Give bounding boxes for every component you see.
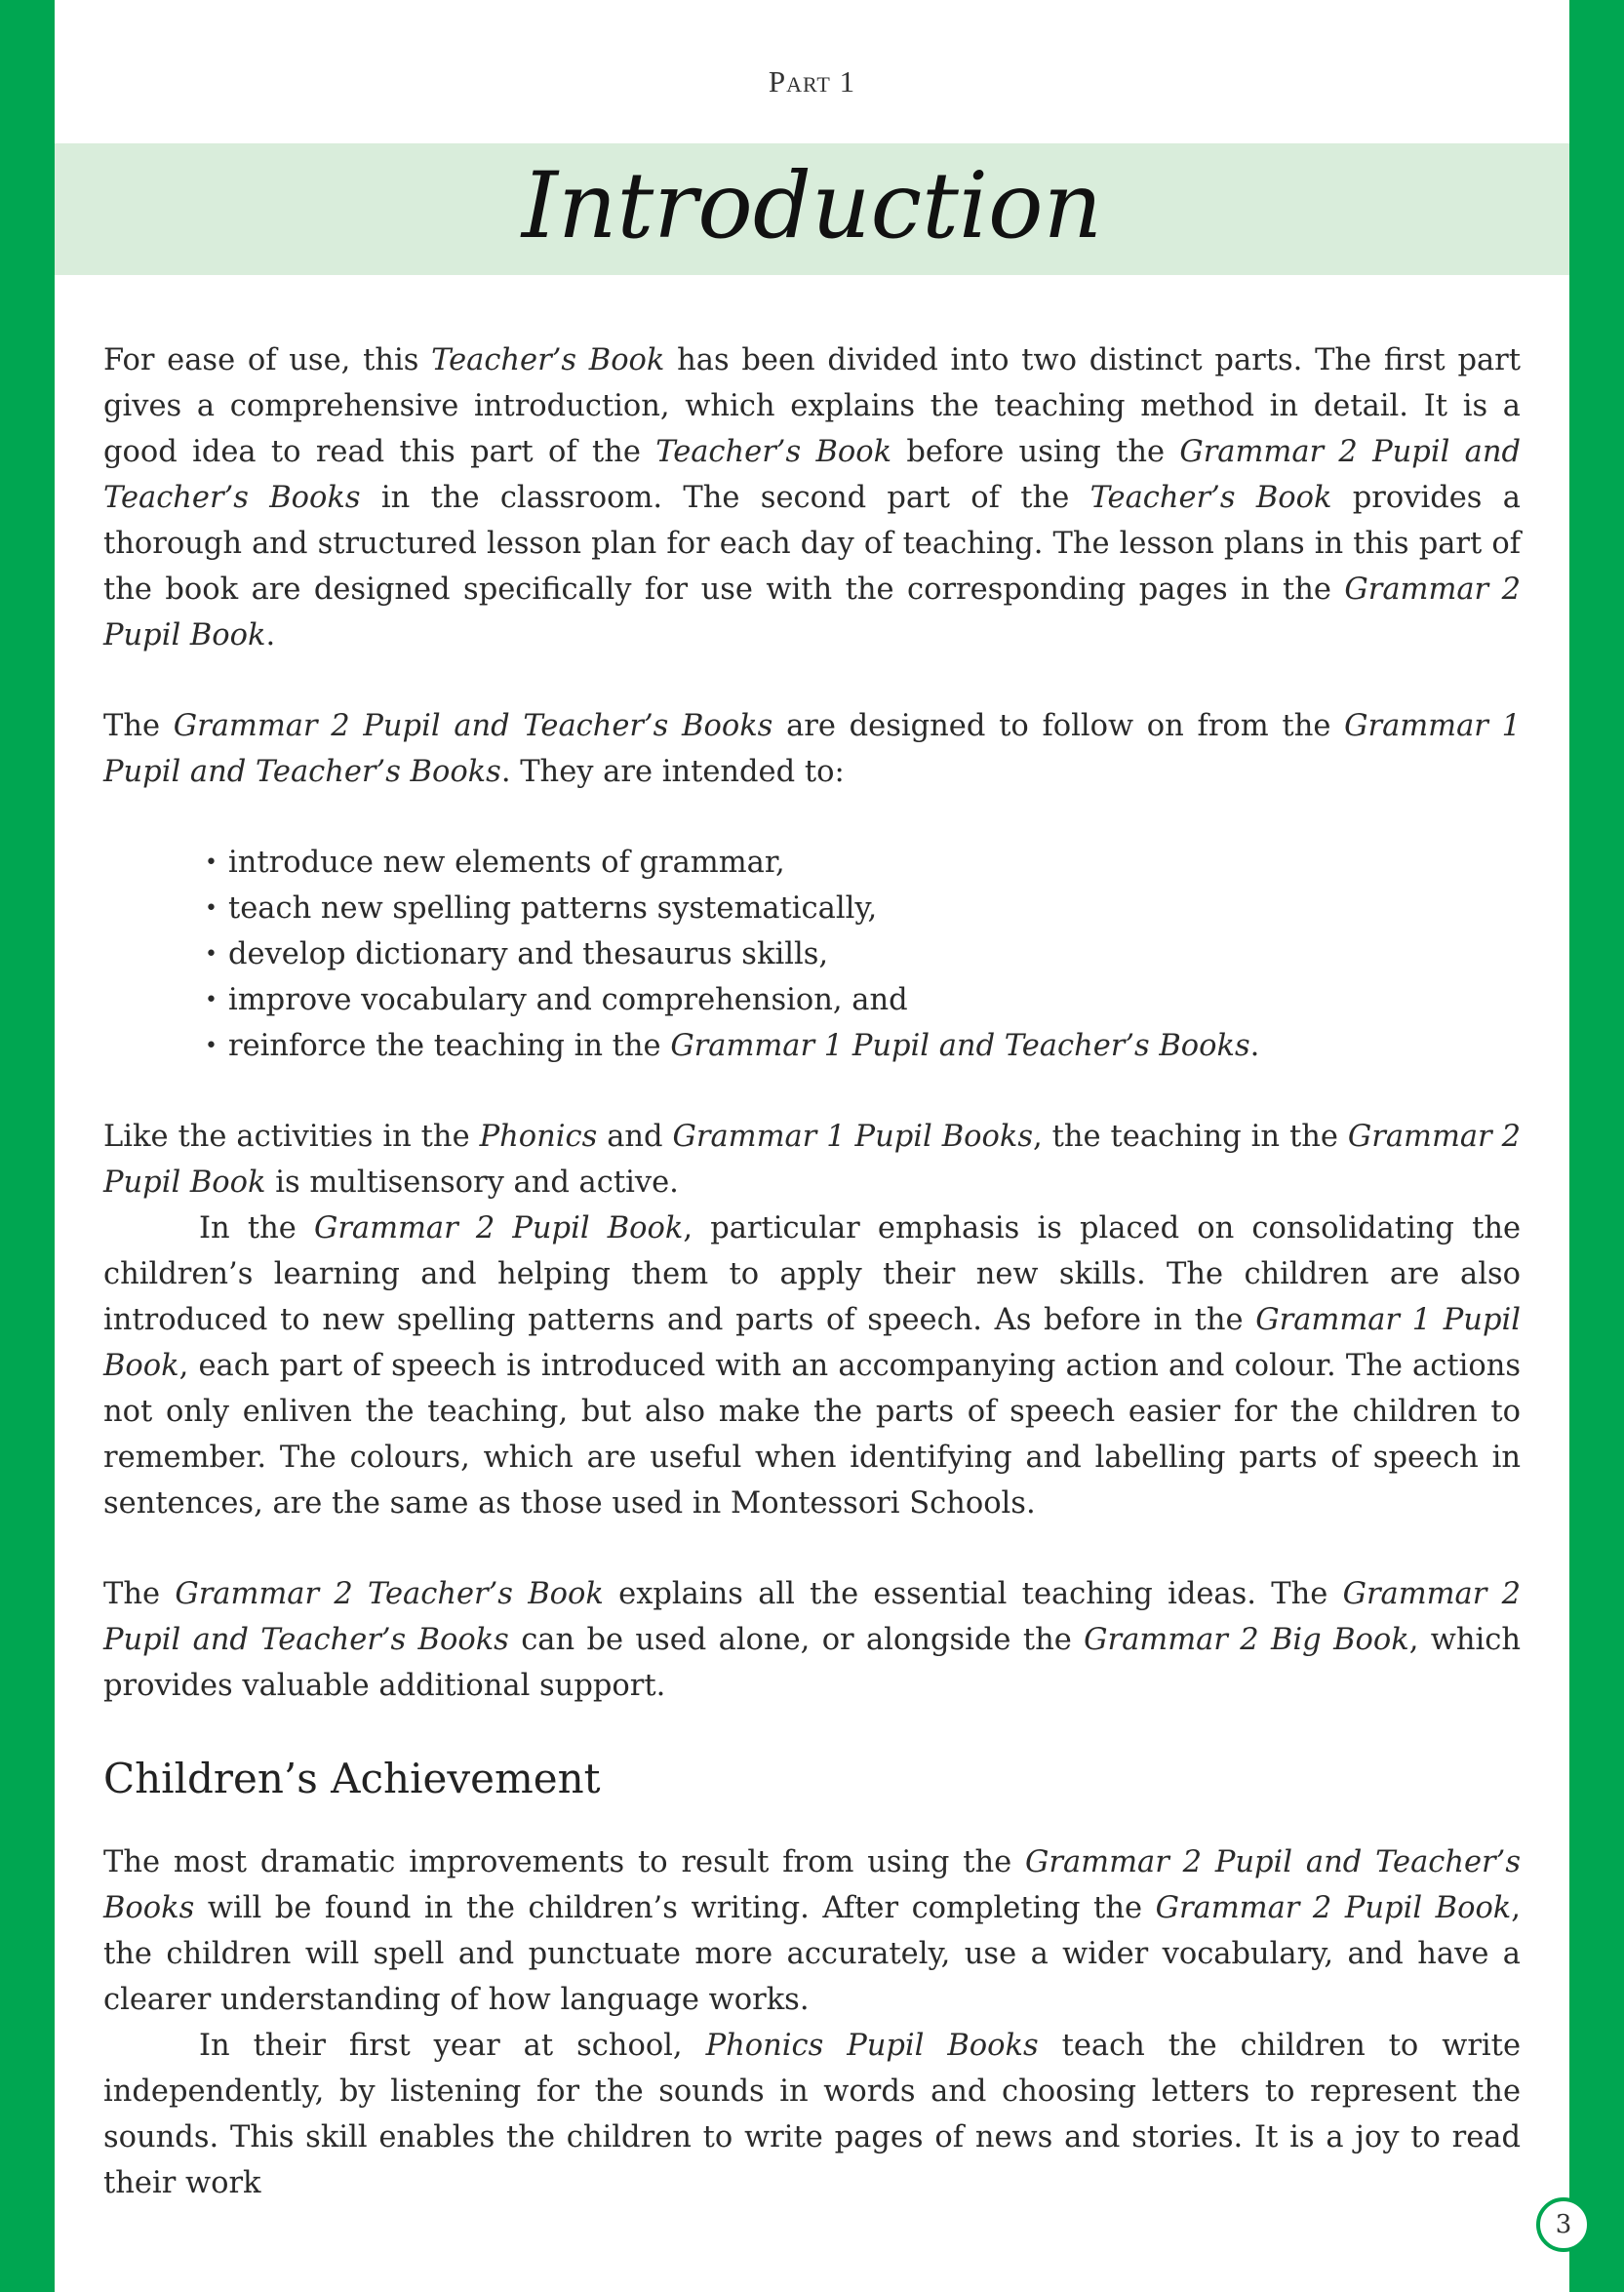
- bullet-icon: •: [205, 942, 218, 967]
- bullet-icon: •: [205, 988, 218, 1012]
- page-content: [103, 337, 1521, 2206]
- section-heading-achievement: Children’s Achievement: [103, 1755, 601, 1802]
- aims-list: [103, 840, 1521, 1069]
- intro-paragraph-5: The Grammar 2 Teacher’s Book explains all the essential teaching ideas. The Grammar 2 Pupil and Teacher’s Books can be used alone, or alongside the Grammar 2 Big Book, which provides valuable additional support.: [103, 1577, 1522, 1703]
- list-item: • develop dictionary and thesaurus skills,: [201, 931, 1521, 977]
- list-item: • reinforce the teaching in the Grammar 1 Pupil and Teacher’s Books.: [201, 1023, 1521, 1069]
- left-green-border: [0, 0, 55, 2292]
- bullet-icon: •: [205, 896, 218, 921]
- right-green-border: [1569, 0, 1624, 2292]
- achievement-paragraph-1: The most dramatic improvements to result from using the Grammar 2 Pupil and Teacher’s Books will be found in the children’s writing. After completing the Grammar 2 Pupil Book, the children will spell and punctuate more accurately, use a wider vocabulary, and have a clearer understanding of how language works.: [103, 1845, 1521, 2017]
- achievement-paragraph-2: In their first year at school, Phonics Pupil Books teach the children to write independently, by listening for the sounds in words and choosing letters to represent the sounds. This skill enables the children to write pages of news and stories. It is a joy to read their work: [103, 2029, 1521, 2200]
- bullet-icon: •: [205, 850, 218, 875]
- page-title: Introduction: [521, 153, 1103, 259]
- list-item: • introduce new elements of grammar,: [201, 840, 1521, 886]
- part-label: Part 1: [768, 64, 856, 99]
- list-item: • teach new spelling patterns systematically,: [201, 886, 1521, 931]
- bullet-icon: •: [205, 1034, 218, 1058]
- intro-paragraph-4: In the Grammar 2 Pupil Book, particular emphasis is placed on consolidating the children’s learning and helping them to apply their new skills. The children are also introduced to new spelling patterns and parts of speech. As before in the Grammar 1 Pupil Book, each part of speech is introduced with an accompanying action and colour. The actions not only enliven the teaching, but also make the parts of speech easier for the children to remember. The colours, which are useful when identifying and labelling parts of speech in sentences, are the same as those used in Montessori Schools.: [103, 1211, 1522, 1521]
- intro-paragraph-1: For ease of use, this Teacher’s Book has been divided into two distinct parts. The first part gives a comprehensive introduction, which explains the teaching method in detail. It is a good idea to read this part of the Teacher’s Book before using the Grammar 2 Pupil and Teacher’s Books in the classroom. The second part of the Teacher’s Book provides a thorough and structured lesson plan for each day of teaching. The lesson plans in this part of the book are designed specifically for use with the corresponding pages in the Grammar 2 Pupil Book.: [103, 343, 1522, 652]
- intro-paragraph-3: Like the activities in the Phonics and Grammar 1 Pupil Books, the teaching in the Grammar 2 Pupil Book is multisensory and active.: [103, 1120, 1521, 1200]
- page-number: 3: [1536, 2197, 1591, 2252]
- list-item: • improve vocabulary and comprehension, and: [201, 977, 1521, 1023]
- intro-paragraph-2: The Grammar 2 Pupil and Teacher’s Books are designed to follow on from the Grammar 1 Pupil and Teacher’s Books. They are intended to:: [103, 709, 1522, 789]
